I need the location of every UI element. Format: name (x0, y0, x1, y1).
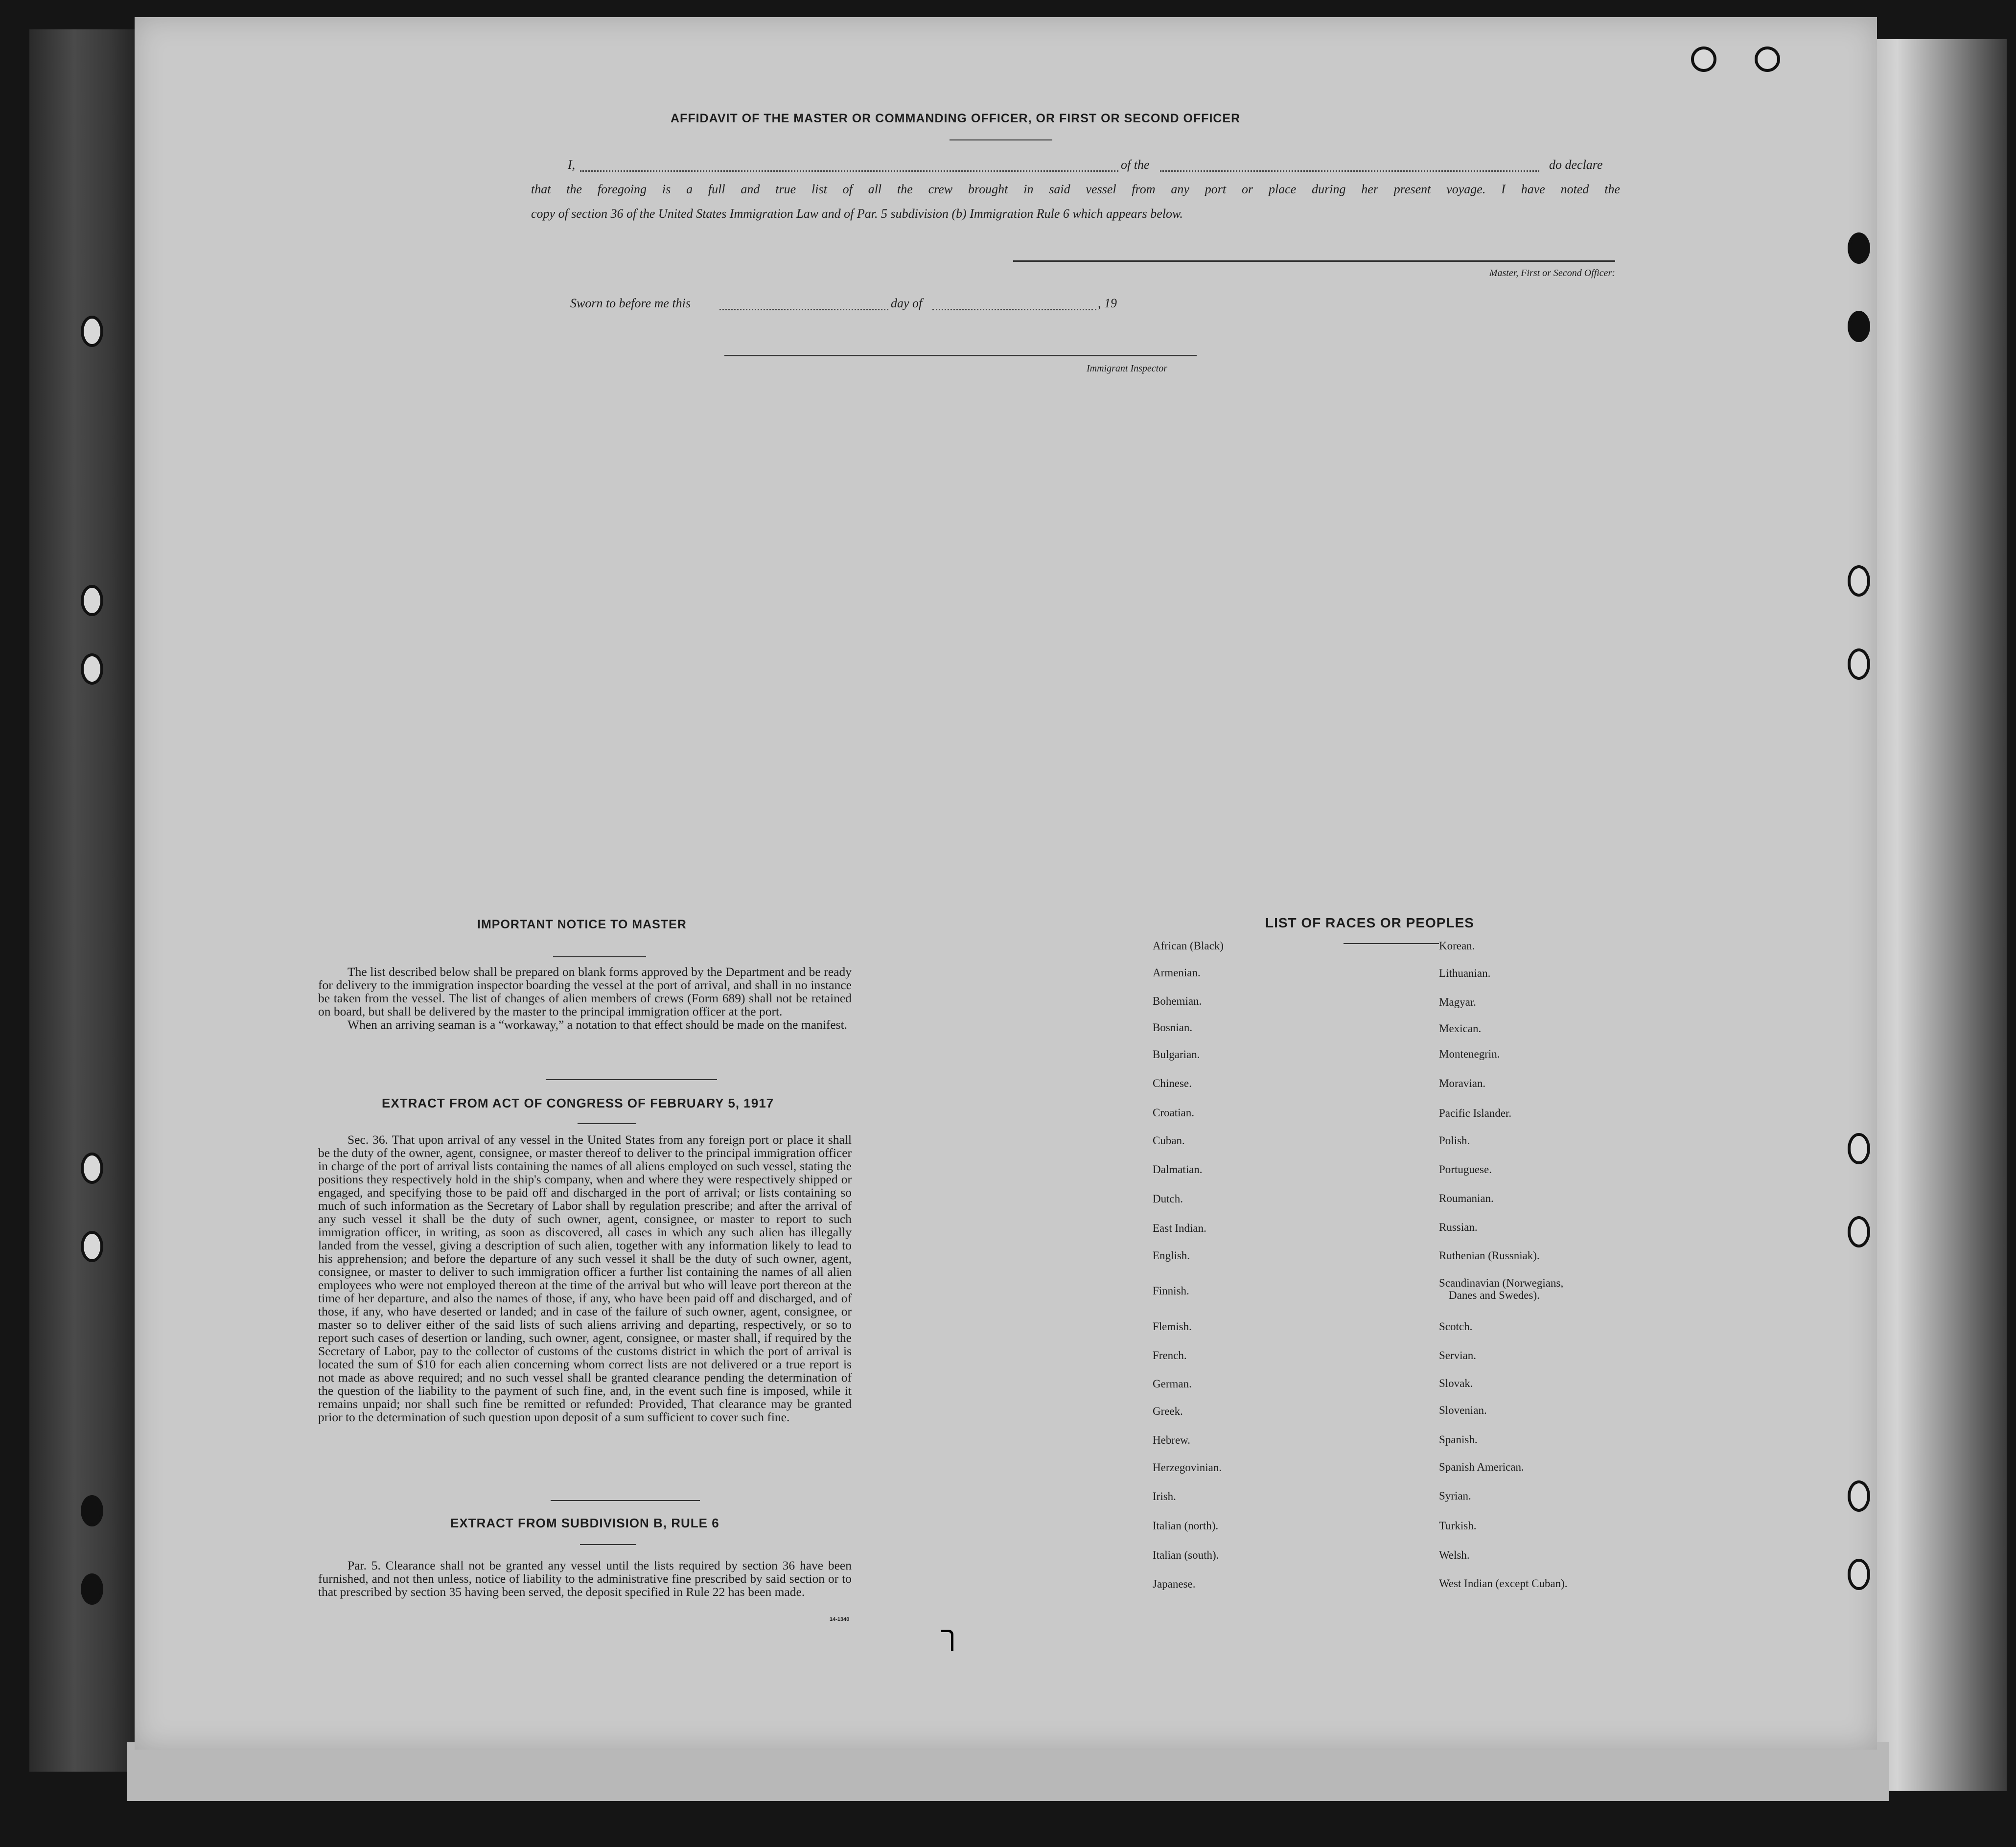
punch-hole-icon (1848, 648, 1870, 680)
race-item: Welsh. (1439, 1549, 1470, 1561)
race-item: West Indian (except Cuban). (1439, 1577, 1568, 1590)
race-item: Portuguese. (1439, 1163, 1492, 1176)
race-item: Finnish. (1153, 1285, 1189, 1297)
pencil-mark-icon (941, 1630, 953, 1651)
sworn-day-field[interactable] (719, 309, 888, 310)
sworn-month-field[interactable] (932, 309, 1096, 310)
rule-extract-text: Par. 5. Clearance shall not be granted any vessel until the lists required by section 36 have been furnished, and not then unless, notice of liability to the administrative fine prescribed by said section or to that prescribed by section 35 having been served, the deposit specified in Rule 22 has been made. (318, 1558, 852, 1599)
race-item: Flemish. (1153, 1320, 1192, 1333)
race-item: African (Black) (1153, 940, 1224, 952)
divider (1344, 943, 1439, 944)
rule-extract-body (318, 1559, 852, 1598)
race-item: Dutch. (1153, 1193, 1183, 1205)
act-extract-body (318, 1133, 852, 1424)
race-item: Slovenian. (1439, 1404, 1487, 1416)
punch-hole-icon (1848, 1559, 1870, 1590)
divider (546, 1079, 717, 1080)
act-extract-text: Sec. 36. That upon arrival of any vessel in the United States from any foreign port or place it shall be the duty of the owner, agent, consignee, or master thereof to deliver to the principal immigration officer in charge of the port of arrival lists containing the names of all aliens employed on such vessel, stating the positions they respectively hold in the ship's company, when and where they were respectively shipped or engaged, and specifying those to be paid off and discharged in the port of arrival; or lists containing so much of such information as the Secretary of Labor shall by regulation prescribe; and after the arrival of any such vessel it shall be the duty of such owner, agent, consignee, or master to report to such immigration officer, in writing, as soon as discovered, all cases in which any such alien has illegally landed from the vessel, giving a description of such alien, together with any information likely to lead to his apprehension; and before the departure of any such vessel it shall be the duty of such owner, agent, consignee, or master to deliver to such immigration officer a further list containing the names of all alien employees who were not employed thereon at the time of the arrival but who will leave port thereon at the time of her departure, and also the names of those, if any, who have been paid off and discharged, and of those, if any, who have deserted or landed; and in case of the failure of such owner, agent, consignee, or master so to deliver either of the said lists of such aliens arriving and departing, respectively, or so to report such cases of desertion or landing, such owner, agent, consignee, or master shall, if required by the Secretary of Labor, pay to the collector of customs of the customs district in which the port of arrival is located the sum of $10 for each alien concerning whom correct lists are not delivered or a true report is not made as above required; and no such vessel shall be granted clearance pending the determination of the question of the liability to the payment of such fine, and, in the event such fine is imposed, while it remains unpaid; nor shall such fine be remitted or refunded: Provided, That clearance may be granted prior to the determination of such question upon deposit of a sum sufficient to cover such fine. (318, 1132, 852, 1424)
race-item: Italian (north). (1153, 1520, 1219, 1532)
affidavit-do-declare: do declare (1549, 158, 1603, 172)
rule-extract-title: EXTRACT FROM SUBDIVISION B, RULE 6 (450, 1516, 719, 1530)
race-item: Dalmatian. (1153, 1163, 1203, 1176)
punch-hole-icon (1691, 46, 1716, 72)
race-item: Italian (south). (1153, 1549, 1219, 1561)
race-item: Moravian. (1439, 1077, 1486, 1089)
race-item: Ruthenian (Russniak). (1439, 1249, 1540, 1262)
race-item: English. (1153, 1249, 1190, 1262)
race-item: Armenian. (1153, 967, 1201, 979)
inspector-label: Immigrant Inspector (1087, 363, 1167, 374)
race-item: Bohemian. (1153, 995, 1202, 1007)
notice-title: IMPORTANT NOTICE TO MASTER (477, 918, 687, 931)
race-item: Pacific Islander. (1439, 1107, 1512, 1119)
master-signature-label: Master, First or Second Officer: (1489, 268, 1615, 278)
divider (551, 1500, 700, 1501)
race-item: Syrian. (1439, 1490, 1471, 1502)
notice-paragraph-2: When an arriving seaman is a “workaway,” a notation to that effect should be made on the manifest. (348, 1017, 848, 1032)
form-number: 14-1340 (830, 1616, 850, 1622)
notice-body (318, 965, 852, 1031)
vessel-field[interactable] (1160, 170, 1539, 172)
punch-hole-icon (1848, 565, 1870, 597)
punch-hole-icon (1848, 1216, 1870, 1247)
race-item: Bosnian. (1153, 1021, 1193, 1034)
divider (578, 1123, 636, 1124)
race-item: Herzegovinian. (1153, 1461, 1222, 1474)
punch-hole-icon (1755, 46, 1780, 72)
punch-hole-icon (81, 1153, 103, 1184)
race-item: Polish. (1439, 1134, 1470, 1147)
document-page (135, 17, 1877, 1750)
race-item: Roumanian. (1439, 1192, 1494, 1204)
race-item: Croatian. (1153, 1107, 1194, 1119)
race-item: Lithuanian. (1439, 967, 1491, 979)
race-item: Chinese. (1153, 1077, 1192, 1089)
sworn-label: Sworn to before me this (570, 296, 691, 310)
punch-hole-icon (1848, 1480, 1870, 1512)
race-item: Cuban. (1153, 1134, 1185, 1147)
under-sheet-edge (127, 1742, 1889, 1801)
master-signature-line[interactable] (1013, 260, 1615, 262)
race-item: Scotch. (1439, 1320, 1473, 1333)
affidavit-of-the-label: of the (1121, 158, 1150, 172)
stacked-pages-right (1870, 39, 2007, 1791)
punch-hole-icon (1848, 232, 1870, 264)
race-item: Turkish. (1439, 1520, 1477, 1532)
inspector-signature-line[interactable] (724, 355, 1197, 356)
divider (580, 1544, 636, 1545)
affidavit-line-3: copy of section 36 of the United States Immigration Law and of Par. 5 subdivision (b) Immigration Rule 6 which appears below. (531, 207, 1183, 221)
punch-hole-icon (1848, 1133, 1870, 1164)
punch-hole-icon (81, 1573, 103, 1605)
race-item: Montenegrin. (1439, 1048, 1500, 1060)
affidavit-i-label: I, (568, 158, 576, 172)
race-item: Irish. (1153, 1490, 1176, 1502)
race-item: Korean. (1439, 940, 1475, 952)
race-item: Magyar. (1439, 996, 1477, 1008)
name-field[interactable] (580, 170, 1118, 172)
race-item: Russian. (1439, 1221, 1478, 1233)
race-item: French. (1153, 1349, 1187, 1362)
act-extract-title: EXTRACT FROM ACT OF CONGRESS OF FEBRUARY 5, 1917 (382, 1096, 774, 1110)
race-item: Scandinavian (Norwegians, Danes and Swedes). (1439, 1277, 1564, 1301)
races-title: LIST OF RACES OR PEOPLES (1265, 915, 1474, 930)
race-item: Spanish. (1439, 1433, 1478, 1446)
race-item: Mexican. (1439, 1022, 1482, 1035)
punch-hole-icon (81, 585, 103, 616)
race-item: German. (1153, 1378, 1192, 1390)
punch-hole-icon (1848, 311, 1870, 342)
punch-hole-icon (81, 316, 103, 347)
divider (553, 956, 646, 957)
year-label: , 19 (1098, 296, 1117, 310)
day-of-label: day of (891, 296, 923, 310)
notice-paragraph-1: The list described below shall be prepared on blank forms approved by the Department and be ready for delivery to the immigration inspector boarding the vessel at the port of arrival, and shall in no instance be taken from the vessel. The list of changes of alien members of crews (Form 689) shall not be retained on board, but shall be delivered by the master to the principal immigration officer at the port. (318, 965, 852, 1018)
race-item: Japanese. (1153, 1578, 1196, 1590)
punch-hole-icon (81, 653, 103, 685)
race-item: Greek. (1153, 1405, 1183, 1417)
race-item: Servian. (1439, 1349, 1477, 1362)
race-item: East Indian. (1153, 1222, 1206, 1234)
divider (950, 139, 1052, 140)
punch-hole-icon (81, 1231, 103, 1262)
punch-hole-icon (81, 1495, 103, 1526)
race-item: Bulgarian. (1153, 1048, 1200, 1061)
race-item: Slovak. (1439, 1377, 1473, 1389)
affidavit-line-2: that the foregoing is a full and true list of all the crew brought in said vessel from any port or place during her present voyage. I have noted the (531, 182, 1620, 196)
race-item: Hebrew. (1153, 1434, 1191, 1446)
affidavit-title: AFFIDAVIT OF THE MASTER OR COMMANDING OFFICER, OR FIRST OR SECOND OFFICER (671, 112, 1241, 125)
race-item: Spanish American. (1439, 1461, 1524, 1473)
